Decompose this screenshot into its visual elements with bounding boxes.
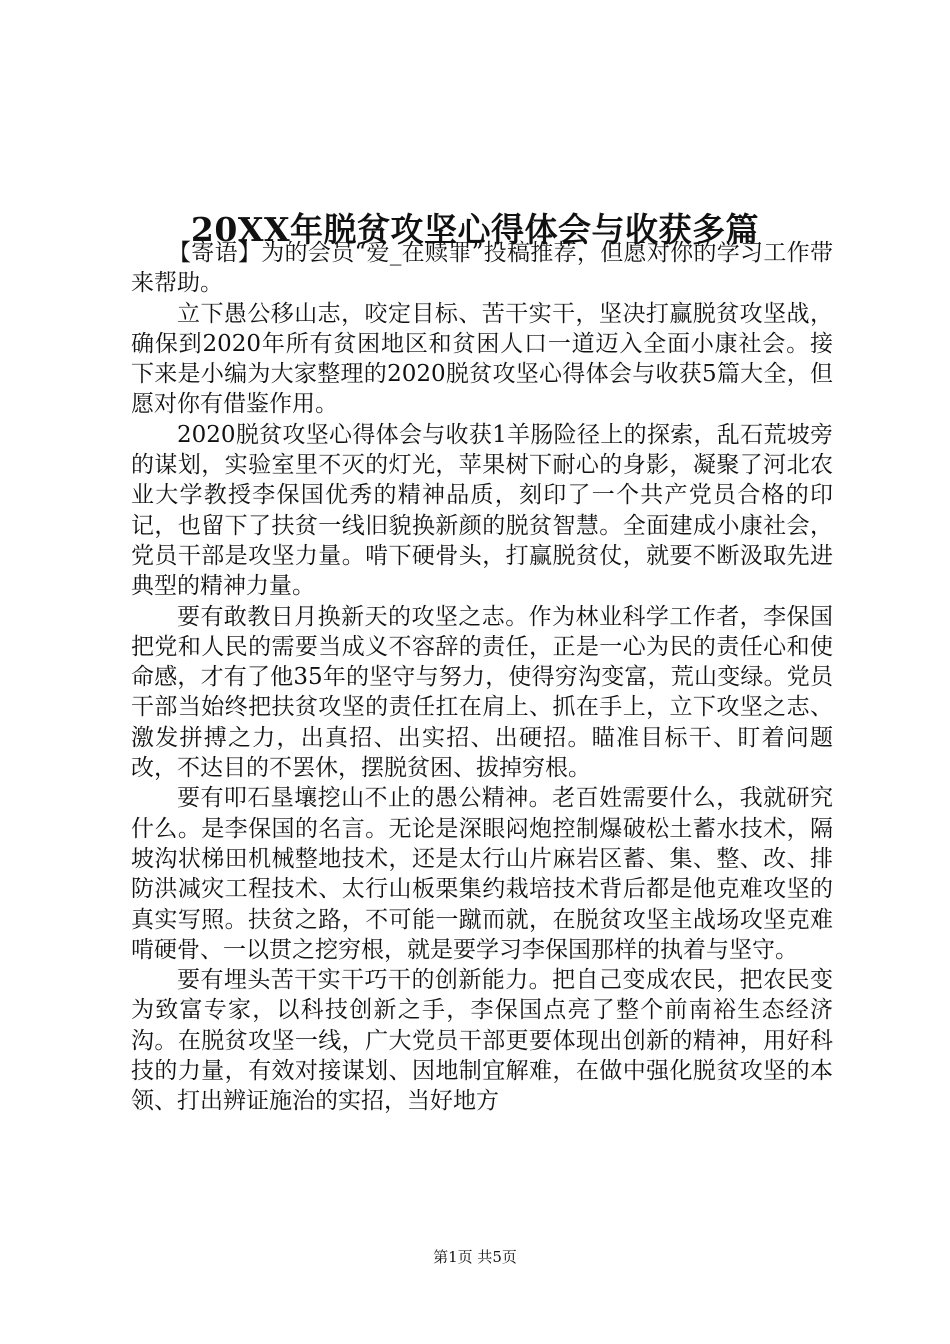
paragraph-preface: 【寄语】为的会员“爱_在赎罪”投稿推荐，但愿对你的学习工作带来帮助。 [131,240,833,297]
document-title: 20XX年脱贫攻坚心得体会与收获多篇 [190,210,760,250]
paragraph-part-1: 2020脱贫攻坚心得体会与收获1羊肠险径上的探索，乱石荒坡旁的谋划，实验室里不灭的灯光，苹果树下耐心的身影，凝聚了河北农业大学教授李保国优秀的精神品质，刻印了一个共产党员合格的印记，也留下了扶贫一线旧貌换新颜的脱贫智慧。全面建成小康社会，党员干部是攻坚力量。啃下硬骨头，打赢脱贫仗，就要不断汲取先进典型的精神力量。 [131,421,833,600]
document-body [131,238,833,1117]
paragraph-intro: 立下愚公移山志，咬定目标、苦干实干，坚决打赢脱贫攻坚战，确保到2020年所有贫困地区和贫困人口一道迈入全面小康社会。接下来是小编为大家整理的2020脱贫攻坚心得体会与收获5篇大全，但愿对你有借鉴作用。 [131,300,833,418]
paragraph-perseverance: 要有叩石垦壤挖山不止的愚公精神。老百姓需要什么，我就研究什么。是李保国的名言。无论是深眼闷炮控制爆破松土蓄水技术，隔坡沟状梯田机械整地技术，还是太行山片麻岩区蓄、集、整、改、排防洪减灾工程技术、太行山板栗集约栽培技术背后都是他克难攻坚的真实写照。扶贫之路，不可能一蹴而就，在脱贫攻坚主战场攻坚克难啃硬骨、一以贯之挖穷根，就是要学习李保国那样的执着与坚守。 [131,785,833,963]
paragraph-innovation: 要有埋头苦干实干巧干的创新能力。把自己变成农民，把农民变为致富专家，以科技创新之手，李保国点亮了整个前南裕生态经济沟。在脱贫攻坚一线，广大党员干部更要体现出创新的精神，用好科技的力量，有效对接谋划、因地制宜解难，在做中强化脱贫攻坚的本领、打出辨证施治的实招，当好地方 [131,967,833,1115]
paragraph-ambition: 要有敢教日月换新天的攻坚之志。作为林业科学工作者，李保国把党和人民的需要当成义不容辞的责任，正是一心为民的责任心和使命感，才有了他35年的坚守与努力，使得穷沟变富，荒山变绿。党员干部当始终把扶贫攻坚的责任扛在肩上、抓在手上，立下攻坚之志、激发拼搏之力，出真招、出实招、出硬招。瞄准目标干、盯着问题改，不达目的不罢休，摆脱贫困、拔掉穷根。 [131,603,833,782]
page-number: 第1页 共5页 [433,1248,517,1266]
